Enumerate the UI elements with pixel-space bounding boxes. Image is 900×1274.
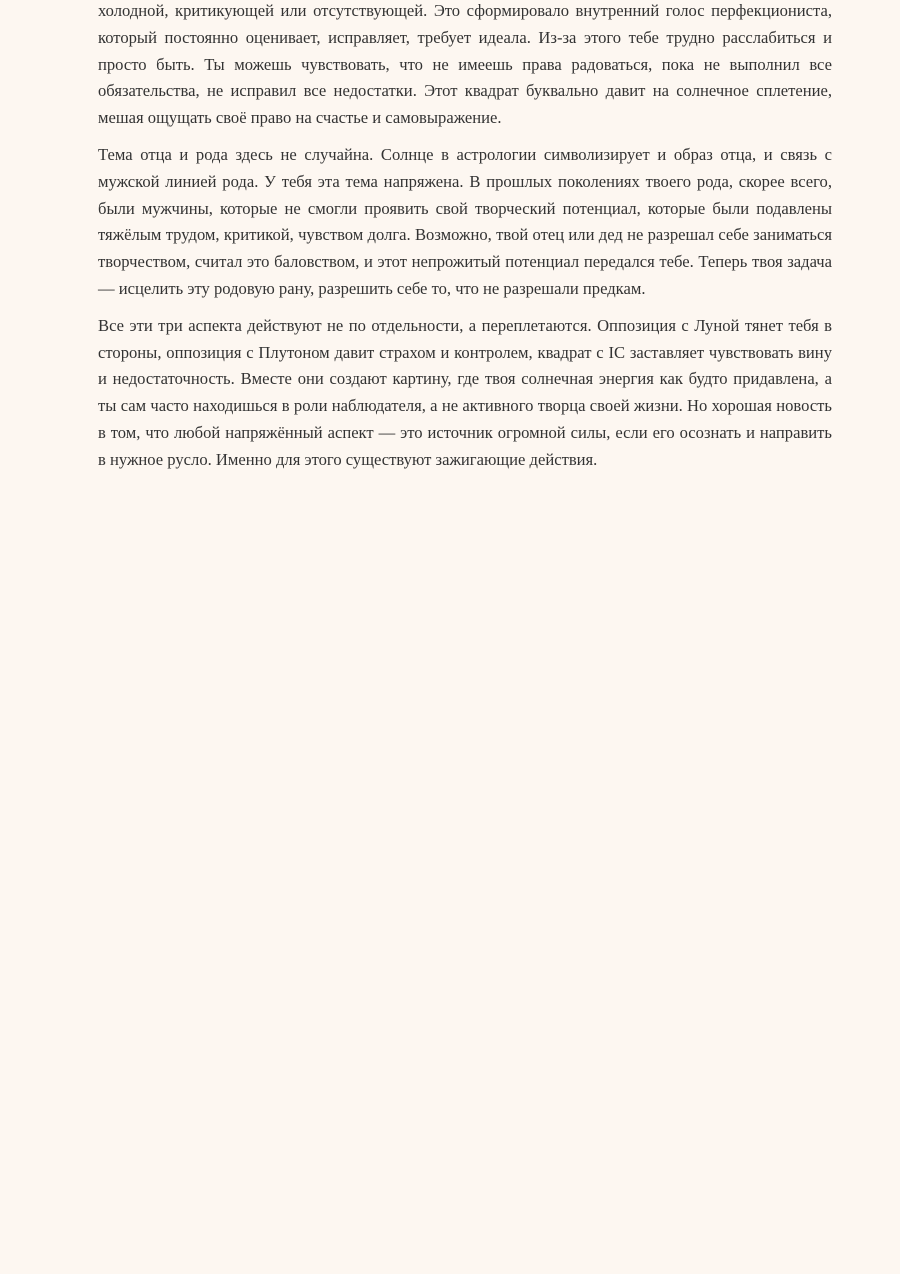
paragraph-aspects-summary: Все эти три аспекта действуют не по отдельности, а переплетаются. Оппозиция с Луной тянет тебя в стороны, оппозиция с Плутоном давит страхом и контролем, квадрат с IC заставляет чувствовать вину и недостаточность. Вместе они создают картину, где твоя солнечная энергия как будто придавлена, а ты сам часто находишься в роли наблюдателя, а не активного творца своей жизни. Но хорошая новость в том, что любой напряжённый аспект — это источник огромной силы, если его осознать и направить в нужное русло. Именно для этого существуют зажигающие действия. — [98, 315, 832, 469]
paragraph-continued: холодной, критикующей или отсутствующей. Это сформировало внутренний голос перфекциониста, который постоянно оценивает, исправляет, требует идеала. Из-за этого тебе трудно расслабиться и просто быть. Ты можешь чувствовать, что не имеешь права радоваться, пока не выполнил все обязательства, не исправил все недостатки. Этот квадрат буквально давит на солнечное сплетение, мешая ощущать своё право на счастье и самовыражение. — [98, 1, 832, 128]
paragraph-father-lineage: Тема отца и рода здесь не случайна. Солнце в астрологии символизирует и образ отца, и связь с мужской линией рода. У тебя эта тема напряжена. В прошлых поколениях твоего рода, скорее всего, были мужчины, которые не смогли проявить свой творческий потенциал, которые были подавлены тяжёлым трудом, критикой, чувством долга. Возможно, твой отец или дед не разрешал себе заниматься творчеством, считал это баловством, и этот непрожитый потенциал передался тебе. Теперь твоя задача — исцелить эту родовую рану, разрешить себе то, что не разрешали предкам. — [98, 144, 832, 298]
document-body — [98, 0, 832, 484]
